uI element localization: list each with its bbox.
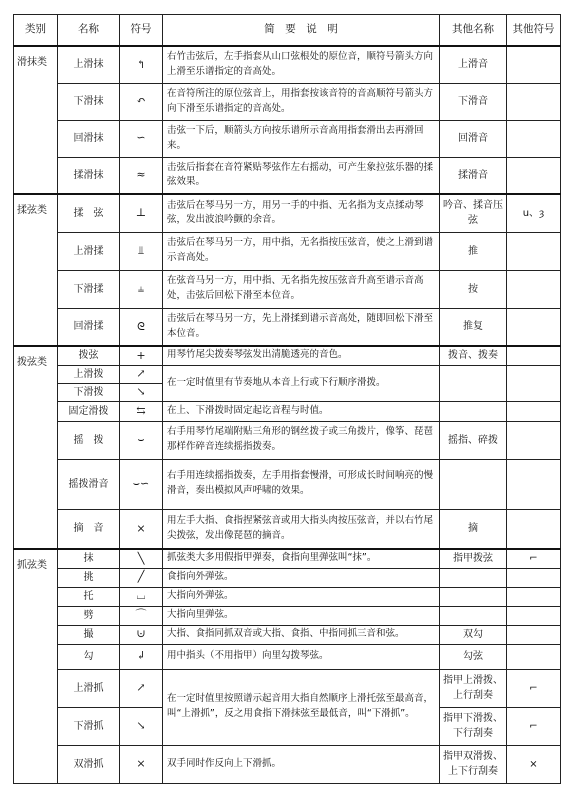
other-name-cell: 推: [440, 232, 507, 270]
symbol-cell: ↲: [120, 644, 163, 669]
other-name-cell: 按: [440, 270, 507, 308]
other-symbol-cell: [507, 157, 561, 194]
name-cell: 摇 拨: [58, 421, 120, 459]
category-cell: 揉弦类: [14, 194, 58, 346]
table-row: [14, 194, 561, 232]
symbol-cell: ∽: [120, 120, 163, 157]
table-row: [14, 83, 561, 120]
description-cell: 大指向里弹弦。: [163, 606, 440, 625]
description-cell: 右手用连续摇指拨奏，左手用指套慢滑，可形成长时间响亮的慢滑音，奏出模拟风声呼啸的效果。: [163, 459, 440, 509]
symbol-cell: ╱: [120, 568, 163, 587]
header-category: 类别: [14, 15, 58, 47]
other-symbol-cell: [507, 346, 561, 365]
description-cell: 用中指头（不用指甲）向里勾拨琴弦。: [163, 644, 440, 669]
other-name-cell: 指甲双滑拨、上下行刮奏: [440, 745, 507, 783]
symbol-cell: ⨯: [120, 745, 163, 783]
table-row: [14, 459, 561, 509]
description-cell: 食指向外弹弦。: [163, 568, 440, 587]
name-cell: 劈: [58, 606, 120, 625]
name-cell: 揉滑抹: [58, 157, 120, 194]
other-name-cell: [440, 568, 507, 587]
other-symbol-cell: u、ȝ: [507, 194, 561, 232]
symbol-cell: ⊍: [120, 625, 163, 644]
name-cell: 上滑抹: [58, 46, 120, 83]
table-row: [14, 587, 561, 606]
table-row: [14, 157, 561, 194]
description-cell: 击弦后在琴马另一方，用中指，无名指按压弦音，使之上滑到谱示音高处。: [163, 232, 440, 270]
other-name-cell: 双勾: [440, 625, 507, 644]
other-name-cell: [440, 365, 507, 401]
other-symbol-cell: [507, 509, 561, 549]
description-cell: 双手同时作反向上下滑抓。: [163, 745, 440, 783]
name-cell: 挑: [58, 568, 120, 587]
symbol-cell: ╲: [120, 549, 163, 568]
name-cell: 上滑拨: [58, 365, 120, 383]
table-row: [14, 120, 561, 157]
other-name-cell: 揉滑音: [440, 157, 507, 194]
name-cell: 下滑拨: [58, 383, 120, 401]
other-name-cell: 摇指、碎拨: [440, 421, 507, 459]
name-cell: 下滑揉: [58, 270, 120, 308]
name-cell: 双滑抓: [58, 745, 120, 783]
header-symbol: 符号: [120, 15, 163, 47]
other-name-cell: [440, 587, 507, 606]
symbol-cell: ᘓ: [120, 308, 163, 346]
other-symbol-cell: [507, 568, 561, 587]
symbol-cell: ⇆: [120, 401, 163, 421]
category-cell: 抓弦类: [14, 549, 58, 783]
name-cell: 上滑揉: [58, 232, 120, 270]
symbol-cell: ↰: [120, 46, 163, 83]
other-name-cell: [440, 459, 507, 509]
notation-table-sheet: [13, 14, 560, 799]
table-row: [14, 669, 561, 707]
name-cell: 揉 弦: [58, 194, 120, 232]
name-cell: 摇拨滑音: [58, 459, 120, 509]
description-cell: 击弦后在琴马另一方，先上滑揉到谱示音高处，随即回松下滑至本位音。: [163, 308, 440, 346]
other-symbol-cell: ⌐: [507, 707, 561, 745]
table-row: [14, 745, 561, 783]
symbol-cell: ⊥: [120, 194, 163, 232]
name-cell: 回滑抹: [58, 120, 120, 157]
symbol-cell: ↘: [120, 707, 163, 745]
name-cell: 下滑抓: [58, 707, 120, 745]
description-cell: 在一定时值里按照谱示起音用大指自然顺序上滑托弦至最高音，叫“上滑抓”，反之用食指下滑抹弦至最低音，叫“下滑抓”。: [163, 669, 440, 745]
name-cell: 下滑抹: [58, 83, 120, 120]
notation-table: [13, 14, 561, 784]
name-cell: 撮: [58, 625, 120, 644]
other-name-cell: 摘: [440, 509, 507, 549]
other-symbol-cell: [507, 46, 561, 83]
other-symbol-cell: [507, 308, 561, 346]
other-name-cell: 下滑音: [440, 83, 507, 120]
table-row: [14, 625, 561, 644]
symbol-cell: ⫫: [120, 232, 163, 270]
description-cell: 击弦一下后，顺箭头方向按乐谱所示音高用指套滑出去再滑回来。: [163, 120, 440, 157]
other-symbol-cell: [507, 421, 561, 459]
table-row: [14, 365, 561, 383]
other-name-cell: 指甲下滑拨、下行刮奏: [440, 707, 507, 745]
description-cell: 击弦后在琴马另一方，用另一手的中指、无名指为支点揉动琴弦，发出波浪吟颤的余音。: [163, 194, 440, 232]
category-cell: 拨弦类: [14, 346, 58, 549]
other-name-cell: 回滑音: [440, 120, 507, 157]
other-symbol-cell: [507, 83, 561, 120]
category-cell: 滑抹类: [14, 46, 58, 194]
other-name-cell: [440, 401, 507, 421]
other-name-cell: [440, 606, 507, 625]
symbol-cell: ↗: [120, 365, 163, 383]
name-cell: 固定滑拨: [58, 401, 120, 421]
name-cell: 回滑揉: [58, 308, 120, 346]
symbol-cell: ≈: [120, 157, 163, 194]
table-row: [14, 308, 561, 346]
other-symbol-cell: [507, 625, 561, 644]
symbol-cell: ⌴: [120, 587, 163, 606]
other-name-cell: 推复: [440, 308, 507, 346]
other-symbol-cell: [507, 232, 561, 270]
other-name-cell: 指甲上滑拨、上行刮奏: [440, 669, 507, 707]
symbol-cell: ↶: [120, 83, 163, 120]
other-symbol-cell: [507, 587, 561, 606]
other-name-cell: 勾弦: [440, 644, 507, 669]
table-row: [14, 270, 561, 308]
table-row: [14, 401, 561, 421]
table-row: [14, 346, 561, 365]
header-description: 简 要 说 明: [163, 15, 440, 47]
other-name-cell: 指甲拨弦: [440, 549, 507, 568]
other-symbol-cell: ⌐: [507, 549, 561, 568]
description-cell: 用左手大指、食指捏紧弦音或用大指头肉按压弦音，并以右竹尾尖拨弦，发出像琵琶的摘音。: [163, 509, 440, 549]
description-cell: 右竹击弦后，左手指套从山口弦根处的原位音，顺符号箭头方向上滑至乐谱指定的音高处。: [163, 46, 440, 83]
description-cell: 抓弦类大多用假指甲弹奏，食指向里弹弦叫“抹”。: [163, 549, 440, 568]
name-cell: 勾: [58, 644, 120, 669]
table-row: [14, 568, 561, 587]
other-name-cell: 上滑音: [440, 46, 507, 83]
description-cell: 大指向外弹弦。: [163, 587, 440, 606]
name-cell: 上滑抓: [58, 669, 120, 707]
name-cell: 摘 音: [58, 509, 120, 549]
other-symbol-cell: [507, 644, 561, 669]
symbol-cell: ⌣: [120, 421, 163, 459]
other-symbol-cell: ⨯: [507, 745, 561, 783]
other-symbol-cell: [507, 459, 561, 509]
symbol-cell: ⌣∽: [120, 459, 163, 509]
other-symbol-cell: ⌐: [507, 669, 561, 707]
name-cell: 拨弦: [58, 346, 120, 365]
other-name-cell: 拨音、拨奏: [440, 346, 507, 365]
symbol-cell: ↗: [120, 669, 163, 707]
symbol-cell: +: [120, 346, 163, 365]
description-cell: 用琴竹尾尖拨奏琴弦发出清脆透亮的音色。: [163, 346, 440, 365]
description-cell: 右手用琴竹尾端附贴三角形的钢丝拨子或三角拨片，像筝、琵琶那样作碎音连续摇指拨奏。: [163, 421, 440, 459]
table-row: [14, 421, 561, 459]
header-other-symbol: 其他符号: [507, 15, 561, 47]
symbol-cell: ⫨: [120, 270, 163, 308]
other-name-cell: 吟音、揉音压弦: [440, 194, 507, 232]
other-symbol-cell: [507, 401, 561, 421]
other-symbol-cell: [507, 120, 561, 157]
description-cell: 击弦后指套在音符紧贴琴弦作左右摇动，可产生象拉弦乐器的揉弦效果。: [163, 157, 440, 194]
description-cell: 在一定时值里有节奏地从本音上行或下行顺序滑拨。: [163, 365, 440, 401]
table-row: [14, 46, 561, 83]
symbol-cell: ↘: [120, 383, 163, 401]
description-cell: 在音符所注的原位弦音上，用指套按该音符的音高顺符号箭头方向下滑至乐谱指定的音高处。: [163, 83, 440, 120]
description-cell: 在上、下滑拨时固定起讫音程与时值。: [163, 401, 440, 421]
table-row: [14, 509, 561, 549]
name-cell: 托: [58, 587, 120, 606]
symbol-cell: ⌒: [120, 606, 163, 625]
symbol-cell: ×: [120, 509, 163, 549]
name-cell: 抹: [58, 549, 120, 568]
table-row: [14, 232, 561, 270]
description-cell: 大指、食指同抓双音或大指、食指、中指同抓三音和弦。: [163, 625, 440, 644]
table-row: [14, 644, 561, 669]
other-symbol-cell: [507, 606, 561, 625]
header-row: [14, 15, 561, 47]
description-cell: 在弦音马另一方，用中指、无名指先按压弦音升高至谱示音高处，击弦后回松下滑至本位音。: [163, 270, 440, 308]
table-row: [14, 549, 561, 568]
other-symbol-cell: [507, 365, 561, 401]
other-symbol-cell: [507, 270, 561, 308]
table-row: [14, 606, 561, 625]
header-other-name: 其他名称: [440, 15, 507, 47]
header-name: 名称: [58, 15, 120, 47]
